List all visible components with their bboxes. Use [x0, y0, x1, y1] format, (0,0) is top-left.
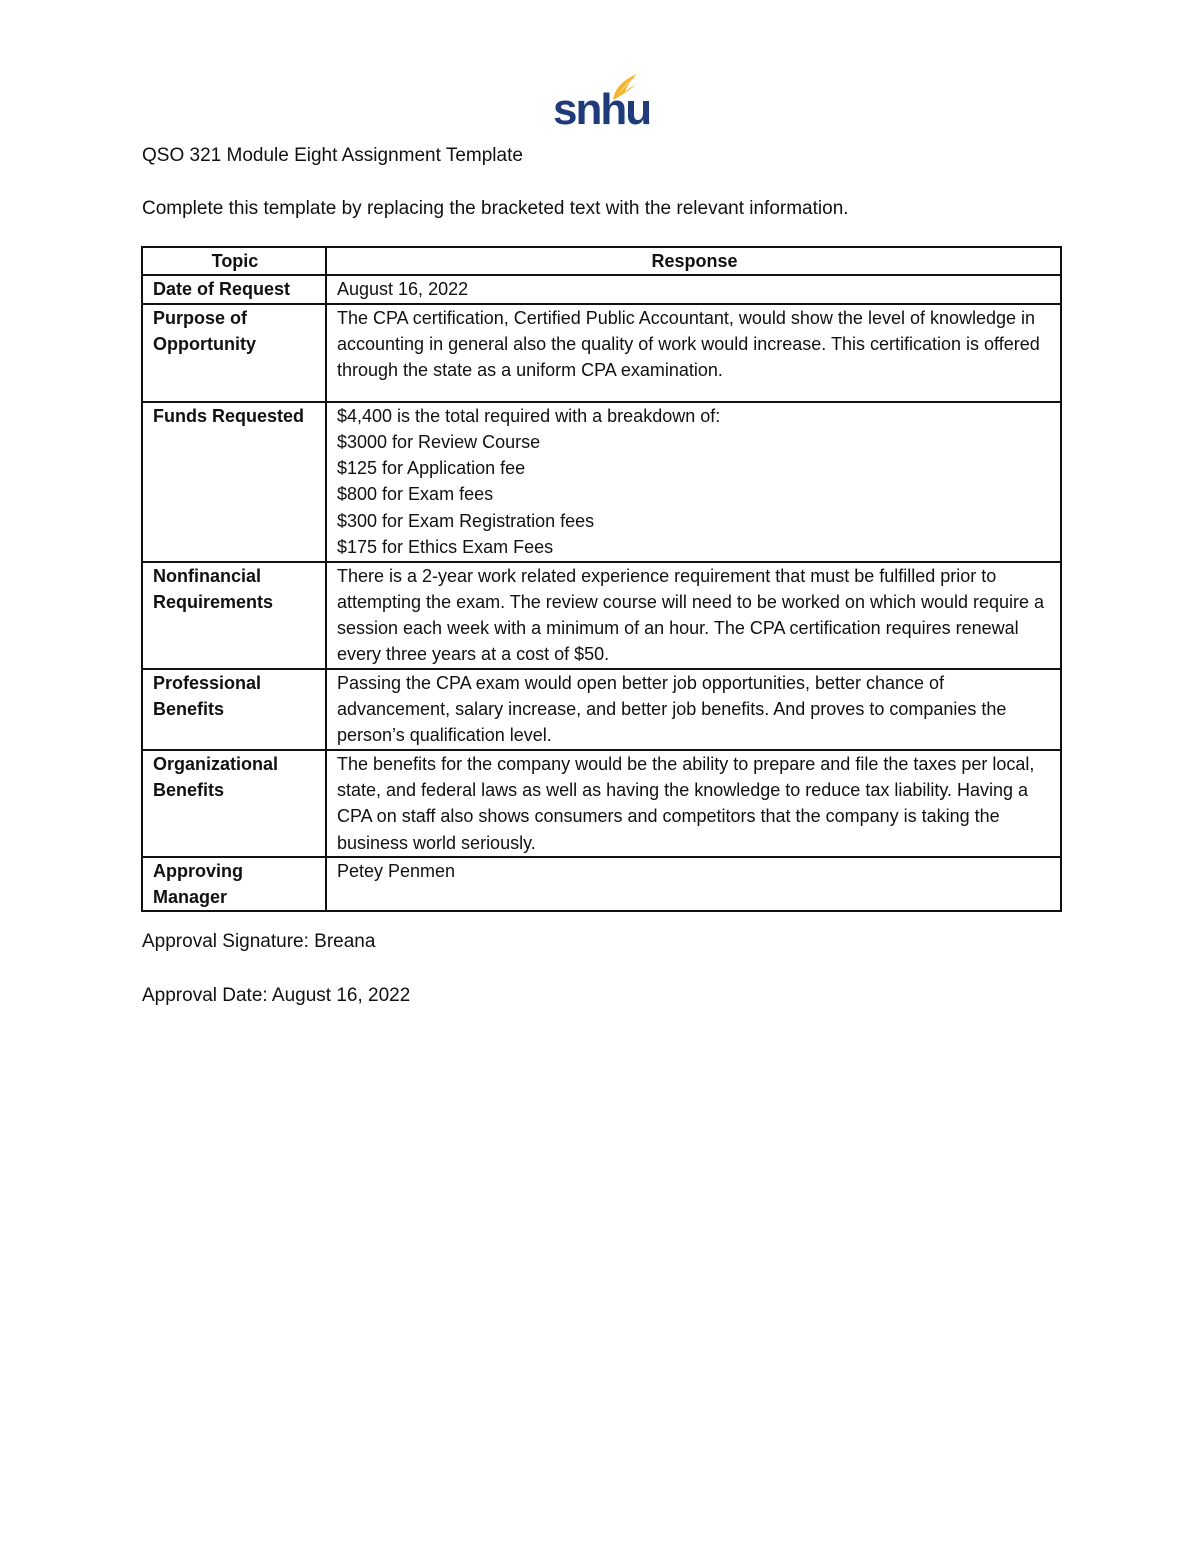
funds-total-line: $4,400 is the total required with a breakdown of:: [337, 405, 721, 426]
row-topic: Organizational Benefits: [142, 750, 326, 857]
topic-header: Topic: [142, 247, 326, 275]
funds-item: $175 for Ethics Exam Fees: [337, 537, 554, 558]
table-row-funds-requested: [142, 402, 1061, 562]
row-response: [326, 857, 1061, 912]
row-response: [326, 275, 1061, 303]
funds-item: $300 for Exam Registration fees: [337, 510, 595, 531]
table-header-row: [142, 247, 1061, 275]
response-text: The CPA certification, Certified Public Accountant, would show the level of knowledge in accounting in general also the quality of work would increase. This certification is offered through the state as a uniform CPA examination.: [337, 307, 1040, 381]
logo-wordmark: snhu: [553, 85, 651, 134]
assignment-table: [141, 246, 1062, 912]
table-row-purpose: [142, 304, 1061, 402]
row-topic: Professional Benefits: [142, 669, 326, 750]
row-topic: Approving Manager: [142, 857, 326, 912]
funds-item: $3000 for Review Course: [337, 431, 541, 452]
instructions-text: Complete this template by replacing the bracketed text with the relevant information.: [142, 198, 849, 219]
approval-signature: Approval Signature: Breana: [142, 931, 376, 952]
row-response: [326, 669, 1061, 750]
row-response: [326, 304, 1061, 402]
document-title: QSO 321 Module Eight Assignment Template: [142, 145, 523, 166]
row-topic: Funds Requested: [142, 402, 326, 562]
response-header: Response: [326, 247, 1061, 275]
table-row-organizational-benefits: [142, 750, 1061, 857]
response-text: There is a 2-year work related experience requirement that must be fulfilled prior to attempting the exam. The review course will need to be worked on which would require a session each week with a minimum of an hour. The CPA certification requires renewal every three years at a cost of $50.: [337, 565, 1045, 665]
table-row-date-of-request: [142, 275, 1061, 303]
row-response: [326, 562, 1061, 669]
response-text: Passing the CPA exam would open better job opportunities, better chance of advancement, salary increase, and better job benefits. And proves to companies the person’s qualification level.: [337, 672, 1007, 746]
table-row-professional-benefits: [142, 669, 1061, 750]
funds-item: $125 for Application fee: [337, 458, 526, 479]
row-response: [326, 750, 1061, 857]
response-text: August 16, 2022: [337, 279, 469, 300]
table-row-nonfinancial: [142, 562, 1061, 669]
row-response: [326, 402, 1061, 562]
snhu-logo: [553, 70, 651, 134]
table-row-approving-manager: [142, 857, 1061, 912]
funds-item: $800 for Exam fees: [337, 484, 494, 505]
response-text: The benefits for the company would be the ability to prepare and file the taxes per local, state, and federal laws as well as having the knowledge to reduce tax liability. Having a CPA on staff also shows consumers and competitors that the company is taking the business world seriously.: [337, 753, 1035, 853]
approval-date: Approval Date: August 16, 2022: [142, 985, 411, 1006]
row-topic: Date of Request: [142, 275, 326, 303]
row-topic: Purpose of Opportunity: [142, 304, 326, 402]
row-topic: Nonfinancial Requirements: [142, 562, 326, 669]
response-text: Petey Penmen: [337, 860, 456, 881]
